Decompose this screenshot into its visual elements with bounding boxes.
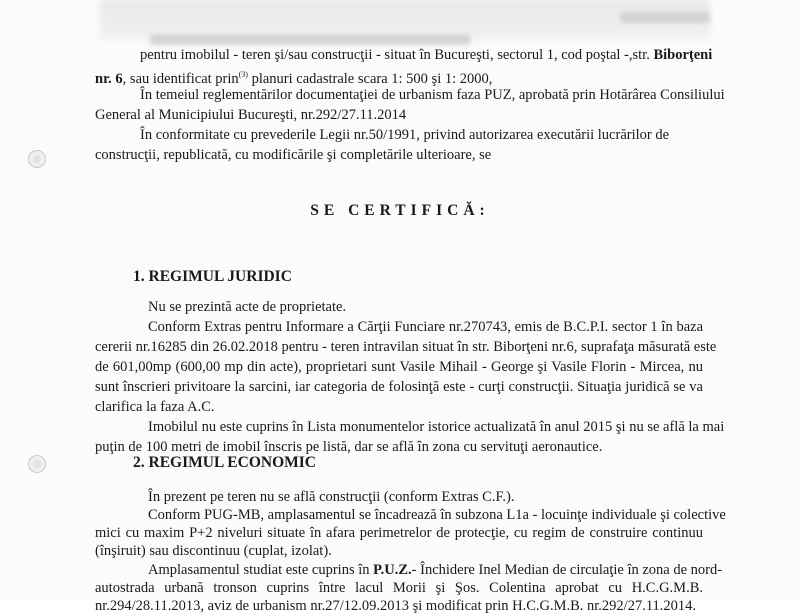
intro-line-5: În conformitate cu prevederile Legii nr.50/1991, privind autorizarea executării lucrărilor de <box>140 127 670 143</box>
punch-hole <box>28 150 46 168</box>
section-1-p3-line: puţin de 100 metri de imobil înscris pe listă, dar se află în zona cu servituţi aeronautice. <box>95 439 603 455</box>
redacted-line <box>150 34 470 45</box>
section-2-p2-line: Conform PUG-MB, amplasamentul se încadrează în subzona L1a - locuinţe individuale şi colective <box>148 507 726 523</box>
section-2-p1: În prezent pe teren nu se află construcţii (conform Extras C.F.). <box>148 489 515 505</box>
punch-hole <box>28 455 46 473</box>
intro-line-1: pentru imobilul - teren şi/sau construcţii - situat în Bucureşti, sectorul 1, cod poştal -,str. Biborţeni <box>140 47 713 63</box>
redacted-line <box>620 12 710 23</box>
section-2-p2-line: (înşiruit) sau discontinuu (cuplat, izolat). <box>95 543 332 559</box>
section-2-p3-line: Amplasamentul studiat este cuprins în P.U.Z.- Închidere Inel Median de circulaţie în zona de nord- <box>148 562 723 578</box>
section-1-p1: Nu se prezintă acte de proprietate. <box>148 299 347 315</box>
section-1-p2-line: sunt înscrieri privitoare la sarcini, iar categoria de folosinţă este - curţi construcţii. Situaţia juridică se va <box>95 379 703 395</box>
intro-line-3: În temeiul reglementărilor documentaţiei de urbanism faza PUZ, aprobată prin Hotărârea Consiliului <box>140 87 725 103</box>
section-1-p2-line: cererii nr.16285 din 26.02.2018 pentru - teren intravilan situat în str. Biborţeni nr.6, suprafaţa măsurată este <box>95 339 717 355</box>
section-2-p2-line: mici cu maxim P+2 niveluri situate în afara perimetrelor de protecţie, cu regim de construire continuu <box>95 525 703 541</box>
section-2-title: 2. REGIMUL ECONOMIC <box>133 454 316 471</box>
intro-line-4: General al Municipiului Bucureşti, nr.292/27.11.2014 <box>95 107 407 123</box>
section-2-p3-line: autostrada urbană tronson cuprins între lacul Morii şi Şos. Colentina aprobat cu H.C.G.M.B. <box>95 580 703 596</box>
section-1-p2-line: clarifica la faza A.C. <box>95 399 215 415</box>
section-1-p2-line: Conform Extras pentru Informare a Cărţii Funciare nr.270743, emis de B.C.P.I. sector 1 în baza <box>148 319 703 335</box>
intro-line-6: construcţii, republicată, cu modificările şi completările ulterioare, se <box>95 147 492 163</box>
section-1-p3-line: Imobilul nu este cuprins în Lista monumentelor istorice actualizată în anul 2015 şi nu se află la mai <box>148 419 725 435</box>
certifies-heading: SE CERTIFICĂ: <box>310 202 490 219</box>
section-1-title: 1. REGIMUL JURIDIC <box>133 268 292 285</box>
intro-line-2: nr. 6, sau identificat prin$^{(3)}$ planuri cadastrale scara 1: 500 şi 1: 2000, <box>95 70 493 87</box>
section-2-p3-line: nr.294/28.11.2013, aviz de urbanism nr.27/12.09.2013 şi modificat prin H.C.G.M.B. nr.292/27.11.2014. <box>95 598 697 614</box>
section-1-p2-line: de 601,00mp (600,00 mp din acte), proprietari sunt Vasile Mihail - George şi Vasile Florin - Mircea, nu <box>95 359 703 375</box>
